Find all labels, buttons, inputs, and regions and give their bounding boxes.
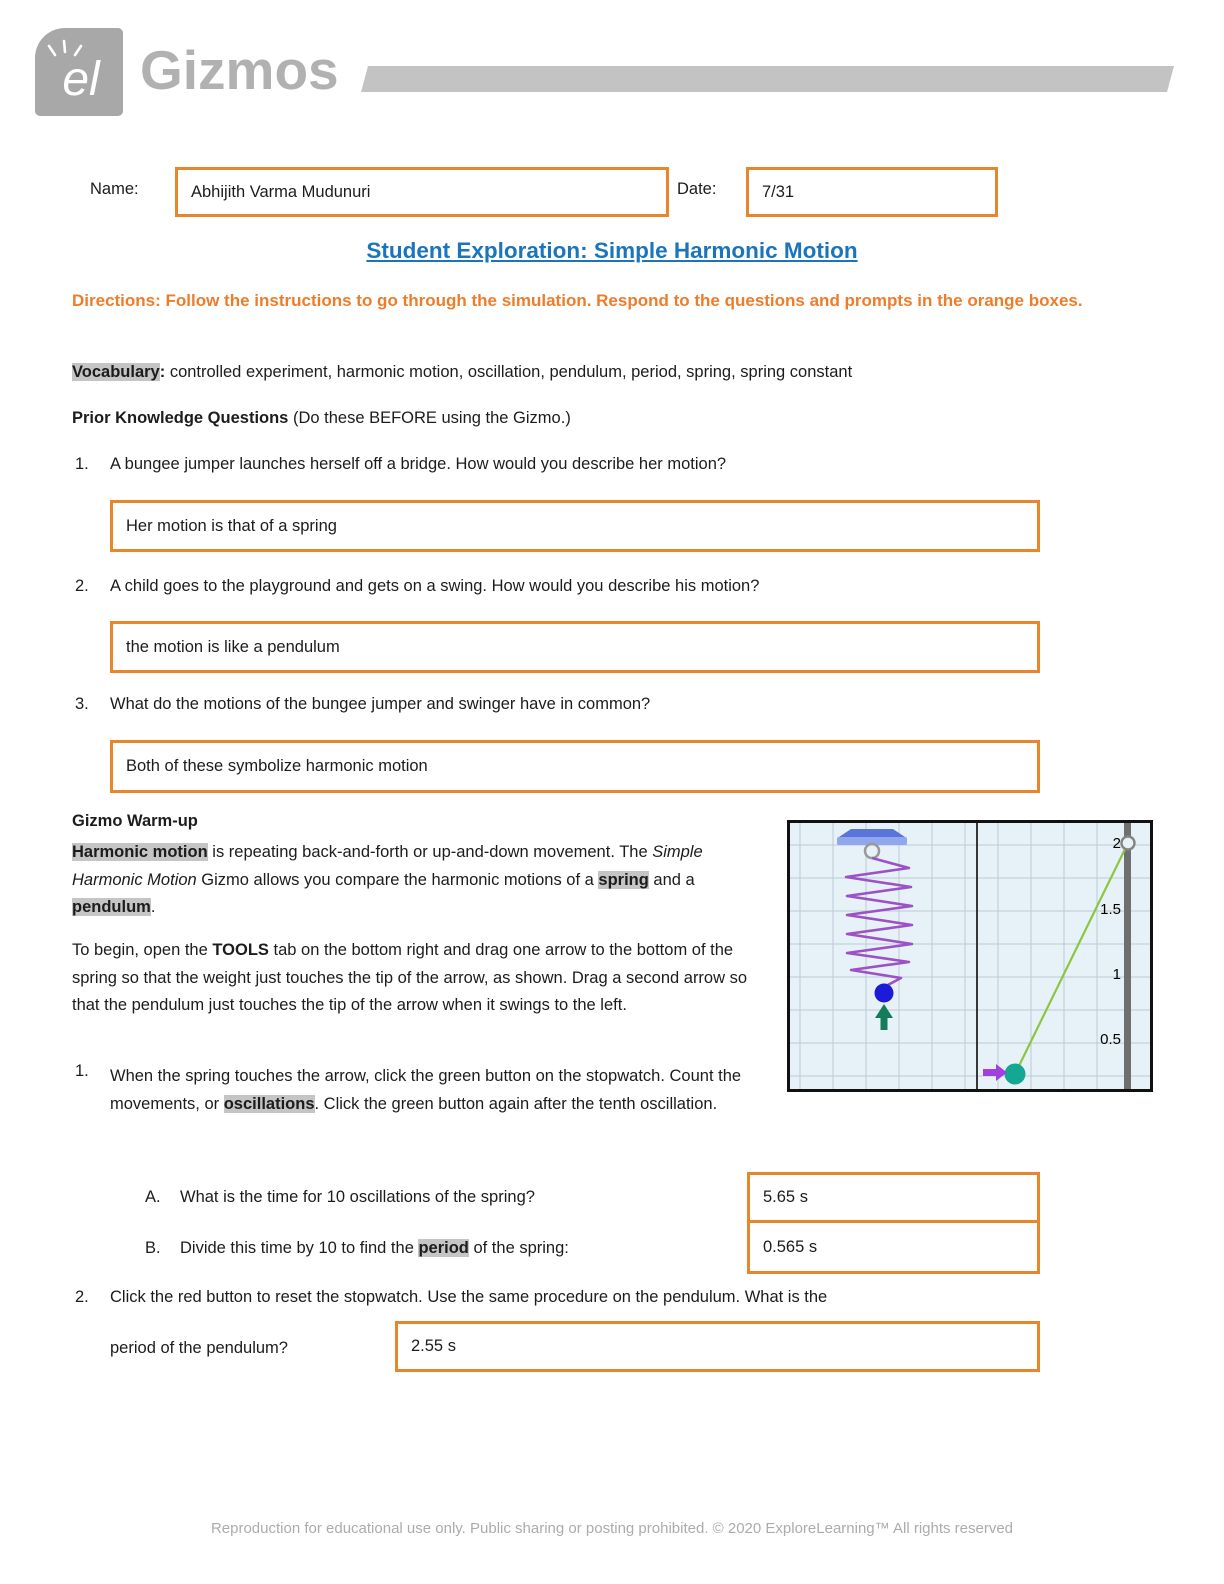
date-value: 7/31 xyxy=(762,182,795,201)
step-1-text xyxy=(110,1062,765,1118)
question-3-answer-box[interactable] xyxy=(110,740,1040,793)
name-value: Abhijith Varma Mudunuri xyxy=(191,182,371,201)
vocabulary-colon: : xyxy=(159,363,166,381)
name-label: Name: xyxy=(90,180,139,198)
pendulum-pivot xyxy=(1122,837,1135,850)
warmup-p1-text-2: Gizmo allows you compare the harmonic motions of a xyxy=(196,870,599,889)
step-2-answer-box[interactable] xyxy=(395,1321,1040,1372)
warmup-p1-text-1: is repeating back-and-forth or up-and-down movement. The xyxy=(207,843,653,861)
question-2-answer: the motion is like a pendulum xyxy=(126,637,340,656)
sub-question-a xyxy=(145,1172,725,1223)
gizmo-simulation-image xyxy=(787,820,1153,1092)
tools-tab-ref: TOOLS xyxy=(212,941,269,959)
ruler xyxy=(1124,823,1131,1089)
prior-knowledge-heading xyxy=(72,409,571,428)
date-field[interactable] xyxy=(746,167,998,217)
warmup-heading: Gizmo Warm-up xyxy=(72,812,198,830)
step-2-line-1: Click the red button to reset the stopwatch. Use the same procedure on the pendulum. What is the xyxy=(110,1288,828,1306)
pendulum-term: pendulum xyxy=(72,898,151,916)
question-2-text: A child goes to the playground and gets on a swing. How would you describe his motion? xyxy=(110,577,760,595)
question-3-text: What do the motions of the bungee jumper and swinger have in common? xyxy=(110,695,651,713)
step-2-number: 2. xyxy=(75,1288,89,1306)
step-1-number: 1. xyxy=(75,1062,89,1080)
sub-b-answer: 0.565 s xyxy=(763,1237,818,1256)
ruler-label-2: 2 xyxy=(1112,835,1121,852)
warmup-p1-text-3: and a xyxy=(648,870,695,889)
warmup-p1-text-4: . xyxy=(150,898,156,916)
step-2-answer: 2.55 s xyxy=(411,1337,456,1355)
sub-b-answer-box[interactable] xyxy=(747,1220,1040,1274)
warmup-paragraph-1 xyxy=(72,839,772,922)
step-2-line-2: period of the pendulum? xyxy=(110,1339,288,1357)
question-1-answer: Her motion is that of a spring xyxy=(126,516,337,535)
harmonic-motion-term: Harmonic motion xyxy=(72,843,208,861)
directions-text: Directions: Follow the instructions to go through the simulation. Respond to the questions and prompts in the orange boxes. xyxy=(72,291,1083,310)
oscillations-term: oscillations xyxy=(223,1095,315,1113)
explorelearning-logo xyxy=(35,28,123,116)
question-3-answer: Both of these symbolize harmonic motion xyxy=(126,757,428,775)
question-2-number: 2. xyxy=(75,577,89,595)
spring-term: spring xyxy=(598,870,649,889)
vocabulary-line xyxy=(72,363,1132,382)
logo-script-text: el xyxy=(62,53,100,106)
name-field[interactable] xyxy=(175,167,669,217)
pendulum-bob xyxy=(1005,1064,1026,1085)
ruler-label-0-5: 0.5 xyxy=(1100,1031,1121,1048)
warmup-p2-text-1: To begin, open the xyxy=(72,941,213,959)
sub-a-answer: 5.65 s xyxy=(763,1188,808,1206)
prior-knowledge-note: (Do these BEFORE using the Gizmo.) xyxy=(288,409,571,427)
el-logo-mark xyxy=(35,28,123,116)
warmup-p2-text-2: tab on the bottom right and drag one arrow to the bottom of the spring so that the weight just touches the tip of the arrow, as shown. Drag a second arrow so that the pendulum just touches the tip of the arrow when it swings to the left. xyxy=(72,941,748,1014)
page-title: Student Exploration: Simple Harmonic Motion xyxy=(366,238,858,263)
question-1-answer-box[interactable] xyxy=(110,500,1040,552)
gizmos-wordmark: Gizmos xyxy=(140,39,339,101)
sub-question-b xyxy=(145,1223,725,1274)
sub-b-text-2: of the spring: xyxy=(468,1239,569,1257)
prior-knowledge-bold: Prior Knowledge Questions xyxy=(72,409,289,427)
question-1-text: A bungee jumper launches herself off a bridge. How would you describe her motion? xyxy=(110,455,727,473)
question-2-answer-box[interactable] xyxy=(110,621,1040,673)
sub-b-letter: B. xyxy=(145,1239,161,1257)
header-banner xyxy=(352,66,1174,92)
copyright-footer: Reproduction for educational use only. Public sharing or posting prohibited. © 2020 ExploreLearning™ All rights reserved xyxy=(210,1520,1014,1537)
sub-a-answer-box[interactable] xyxy=(747,1172,1040,1223)
vocabulary-terms: controlled experiment, harmonic motion, oscillation, pendulum, period, spring, spring constant xyxy=(165,363,853,381)
step-1-text-2: . Click the green button again after the tenth oscillation. xyxy=(314,1095,718,1113)
warmup-paragraph-2 xyxy=(72,937,778,1020)
gizmo-name-italic: Simple Harmonic Motion xyxy=(72,843,703,889)
step-1-text-1: When the spring touches the arrow, click the green button on the stopwatch. Count the movements, or xyxy=(110,1067,742,1113)
spring-weight xyxy=(875,984,894,1003)
vocabulary-label: Vocabulary xyxy=(72,363,160,381)
sub-a-text: What is the time for 10 oscillations of the spring? xyxy=(180,1188,535,1206)
question-1-number: 1. xyxy=(75,455,89,473)
question-3-number: 3. xyxy=(75,695,89,713)
ruler-label-1-5: 1.5 xyxy=(1100,901,1121,918)
period-term: period xyxy=(418,1239,469,1257)
sub-b-text-1: Divide this time by 10 to find the xyxy=(180,1239,419,1257)
date-label: Date: xyxy=(677,180,717,198)
sub-a-letter: A. xyxy=(145,1188,161,1206)
ruler-label-1: 1 xyxy=(1112,966,1121,983)
